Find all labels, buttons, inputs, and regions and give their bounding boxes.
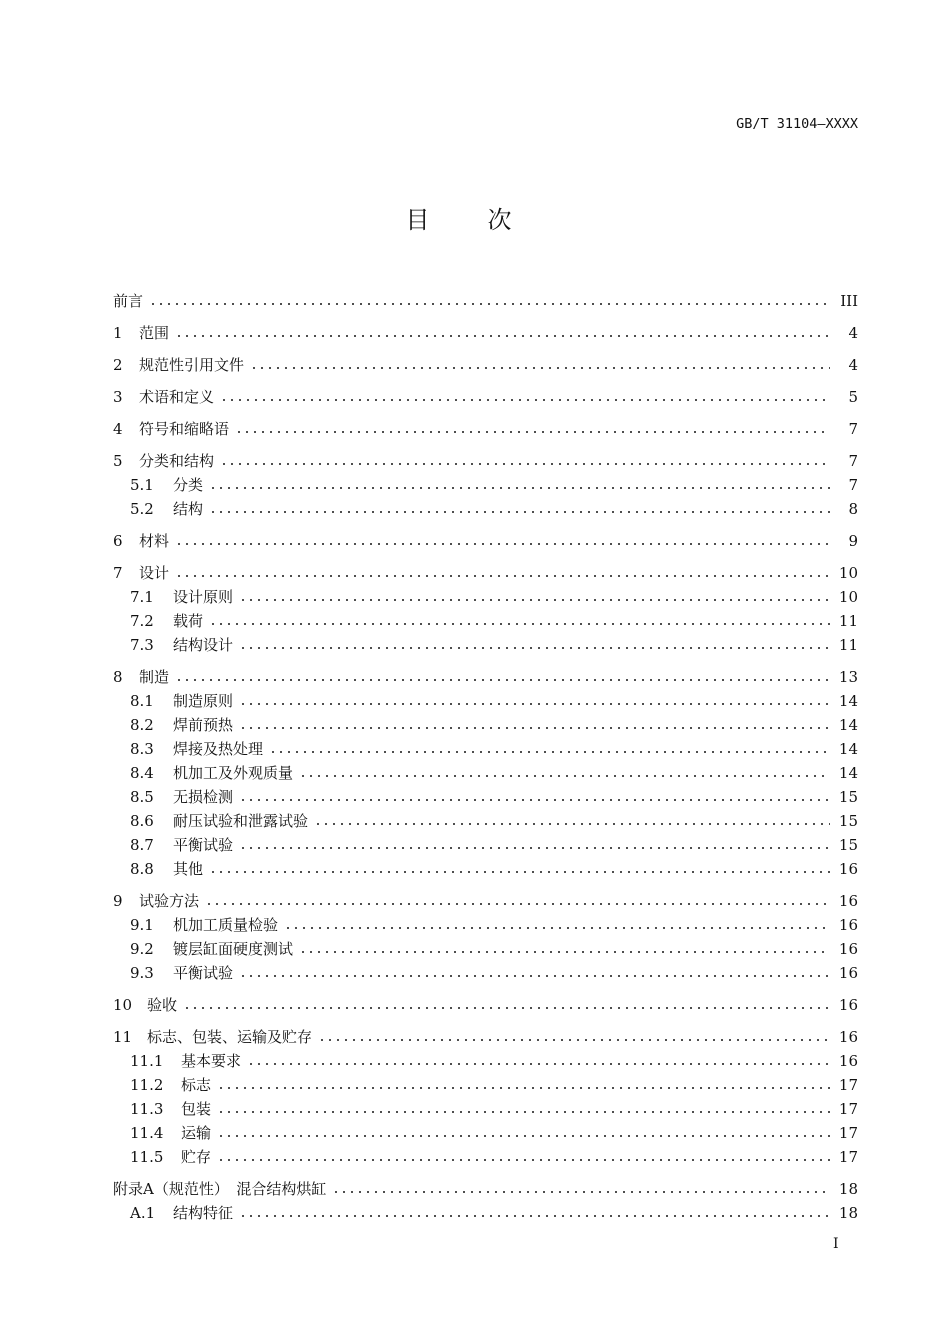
toc-entry-label: 贮存 [181,1148,212,1166]
toc-entry-page: 11 [838,636,858,654]
toc-entry[interactable] [113,1048,858,1072]
toc-entry[interactable] [113,888,858,912]
toc-entry-label: 机加工及外观质量 [173,764,294,782]
dot-leader [149,302,830,306]
toc-entry-label: 标志 [181,1076,212,1094]
toc-entry-number: 8.5 [130,788,154,806]
toc-entry-label: 镀层缸面硬度测试 [173,940,294,958]
dot-leader [209,870,830,874]
toc-entry-label: 机加工质量检验 [173,916,279,934]
toc-entry-page: 17 [838,1124,858,1142]
toc-entry[interactable] [113,936,858,960]
dot-leader [205,902,830,906]
toc-entry-page: 14 [838,692,858,710]
toc-entry-page: 17 [838,1148,858,1166]
toc-entry-number: 7.3 [130,636,154,654]
toc-entry-number: 11.1 [130,1052,164,1070]
toc-entry-page: 14 [838,716,858,734]
toc-entry-page: 10 [838,564,858,582]
toc-entry[interactable] [113,960,858,984]
toc-entry[interactable] [113,1072,858,1096]
toc-entry[interactable] [113,808,858,832]
toc-entry-page: 16 [838,860,858,878]
toc-entry-number: 11.4 [130,1124,164,1142]
toc-entry[interactable] [113,416,858,440]
toc-entry-number: 9.2 [130,940,154,958]
toc-entry-label: 载荷 [173,612,204,630]
toc-entry-page: 16 [838,916,858,934]
toc-entry-page: 11 [838,612,858,630]
toc-entry[interactable] [113,784,858,808]
toc-entry[interactable] [113,560,858,584]
dot-leader [239,798,830,802]
toc-entry[interactable] [113,352,858,376]
dot-leader [235,430,830,434]
toc-entry-label: 平衡试验 [173,964,234,982]
toc-entry-number: 11.5 [130,1148,164,1166]
toc-entry-page: 16 [838,964,858,982]
dot-leader [175,542,830,546]
toc-entry[interactable] [113,1096,858,1120]
toc-entry-page: 16 [838,996,858,1014]
toc-entry-label: 材料 [139,532,170,550]
toc-entry-page: 16 [838,892,858,910]
dot-leader [217,1086,830,1090]
toc-entry-page: 14 [838,740,858,758]
toc-entry-number: 8.1 [130,692,154,710]
toc-entry-number: 2 [113,356,123,374]
document-code: GB/T 31104—XXXX [736,116,858,132]
toc-entry-label: 术语和定义 [139,388,215,406]
toc-entry-label: 制造 [139,668,170,686]
toc-entry-number: 9 [113,892,123,910]
toc-entry[interactable] [113,832,858,856]
dot-leader [175,574,830,578]
dot-leader [299,950,830,954]
toc-entry[interactable] [113,912,858,936]
dot-leader [239,598,830,602]
toc-entry-page: 5 [848,388,858,406]
table-of-contents [113,288,858,1224]
toc-entry-number: 8.2 [130,716,154,734]
toc-entry-page: 9 [848,532,858,550]
toc-entry-label: 包装 [181,1100,212,1118]
toc-entry[interactable] [113,528,858,552]
dot-leader [250,366,830,370]
toc-entry-number: 5.1 [130,476,154,494]
toc-entry-label: 运输 [181,1124,212,1142]
toc-entry-page: 8 [848,500,858,518]
dot-leader [217,1134,830,1138]
toc-entry-number: 8.4 [130,764,154,782]
toc-entry[interactable] [113,384,858,408]
toc-entry-page: 15 [838,788,858,806]
page-number: I [833,1236,839,1252]
dot-leader [284,926,830,930]
dot-leader [332,1190,830,1194]
toc-entry-page: III [840,292,858,310]
toc-entry-number: 10 [113,996,133,1014]
toc-entry[interactable] [113,1176,858,1200]
toc-entry-label: 标志、包装、运输及贮存 [147,1028,313,1046]
toc-entry-page: 7 [848,452,858,470]
dot-leader [318,1038,830,1042]
toc-entry-label: 符号和缩略语 [139,420,230,438]
toc-entry-label: 设计 [139,564,170,582]
toc-entry-number: 7 [113,564,123,582]
toc-entry[interactable] [113,736,858,760]
toc-entry-page: 14 [838,764,858,782]
dot-leader [239,974,830,978]
toc-entry-number: 11.2 [130,1076,164,1094]
dot-leader [217,1158,830,1162]
toc-entry-label: 其他 [173,860,204,878]
toc-entry-page: 16 [838,1028,858,1046]
dot-leader [269,750,830,754]
dot-leader [209,486,830,490]
toc-entry-number: 9.1 [130,916,154,934]
toc-entry-number: 11 [113,1028,133,1046]
toc-entry-page: 18 [838,1180,858,1198]
toc-entry[interactable] [113,1120,858,1144]
toc-entry-label: 验收 [147,996,178,1014]
toc-entry[interactable] [113,688,858,712]
toc-entry-label: 结构设计 [173,636,234,654]
toc-entry[interactable] [113,472,858,496]
toc-entry[interactable] [113,664,858,688]
toc-entry-number: 11.3 [130,1100,164,1118]
dot-leader [239,1214,830,1218]
dot-leader [239,846,830,850]
toc-entry-number: 1 [113,324,123,342]
toc-entry-page: 4 [848,356,858,374]
toc-entry-label: 范围 [139,324,170,342]
toc-entry[interactable] [113,712,858,736]
toc-entry-page: 7 [848,476,858,494]
toc-entry-number: 3 [113,388,123,406]
dot-leader [314,822,830,826]
dot-leader [239,726,830,730]
toc-entry-page: 15 [838,812,858,830]
toc-entry[interactable] [113,760,858,784]
toc-entry-label: 基本要求 [181,1052,242,1070]
toc-entry-label: 前言 [113,292,144,310]
page-title: 目次 [405,206,570,234]
dot-leader [220,462,830,466]
toc-entry[interactable] [113,584,858,608]
toc-entry[interactable] [113,608,858,632]
toc-entry-page: 4 [848,324,858,342]
toc-entry-page: 18 [838,1204,858,1222]
toc-entry-number: 8 [113,668,123,686]
toc-entry[interactable] [113,448,858,472]
toc-entry-label: 附录A（规范性） 混合结构烘缸 [113,1180,327,1198]
toc-entry[interactable] [113,496,858,520]
toc-entry-number: A.1 [130,1204,156,1222]
dot-leader [239,702,830,706]
toc-entry-page: 10 [838,588,858,606]
toc-entry-label: 规范性引用文件 [139,356,245,374]
toc-entry-number: 4 [113,420,123,438]
dot-leader [209,622,830,626]
toc-entry-label: 焊前预热 [173,716,234,734]
toc-entry-number: 7.1 [130,588,154,606]
toc-entry-label: 无损检测 [173,788,234,806]
dot-leader [209,510,830,514]
dot-leader [183,1006,830,1010]
toc-entry-label: 结构 [173,500,204,518]
toc-entry-page: 15 [838,836,858,854]
dot-leader [175,678,830,682]
toc-entry-label: 设计原则 [173,588,234,606]
toc-entry-label: 分类和结构 [139,452,215,470]
toc-entry-number: 7.2 [130,612,154,630]
toc-entry-label: 分类 [173,476,204,494]
dot-leader [247,1062,830,1066]
toc-entry-label: 制造原则 [173,692,234,710]
toc-entry-number: 9.3 [130,964,154,982]
toc-entry-label: 焊接及热处理 [173,740,264,758]
dot-leader [220,398,830,402]
toc-entry[interactable] [113,1200,858,1224]
toc-entry[interactable] [113,632,858,656]
toc-entry[interactable] [113,856,858,880]
toc-entry-number: 5.2 [130,500,154,518]
toc-entry[interactable] [113,992,858,1016]
toc-entry-number: 8.6 [130,812,154,830]
toc-entry[interactable] [113,1144,858,1168]
toc-entry-number: 8.3 [130,740,154,758]
toc-entry[interactable] [113,1024,858,1048]
toc-entry-page: 17 [838,1076,858,1094]
toc-entry-page: 13 [838,668,858,686]
dot-leader [175,334,830,338]
dot-leader [239,646,830,650]
dot-leader [299,774,830,778]
toc-entry-number: 8.7 [130,836,154,854]
toc-entry-number: 6 [113,532,123,550]
toc-entry-page: 16 [838,1052,858,1070]
toc-entry[interactable] [113,288,858,312]
toc-entry-number: 5 [113,452,123,470]
toc-entry-label: 平衡试验 [173,836,234,854]
dot-leader [217,1110,830,1114]
toc-entry[interactable] [113,320,858,344]
toc-entry-label: 耐压试验和泄露试验 [173,812,309,830]
toc-entry-page: 7 [848,420,858,438]
toc-entry-page: 16 [838,940,858,958]
toc-entry-label: 结构特征 [173,1204,234,1222]
toc-entry-number: 8.8 [130,860,154,878]
toc-entry-label: 试验方法 [139,892,200,910]
toc-entry-page: 17 [838,1100,858,1118]
